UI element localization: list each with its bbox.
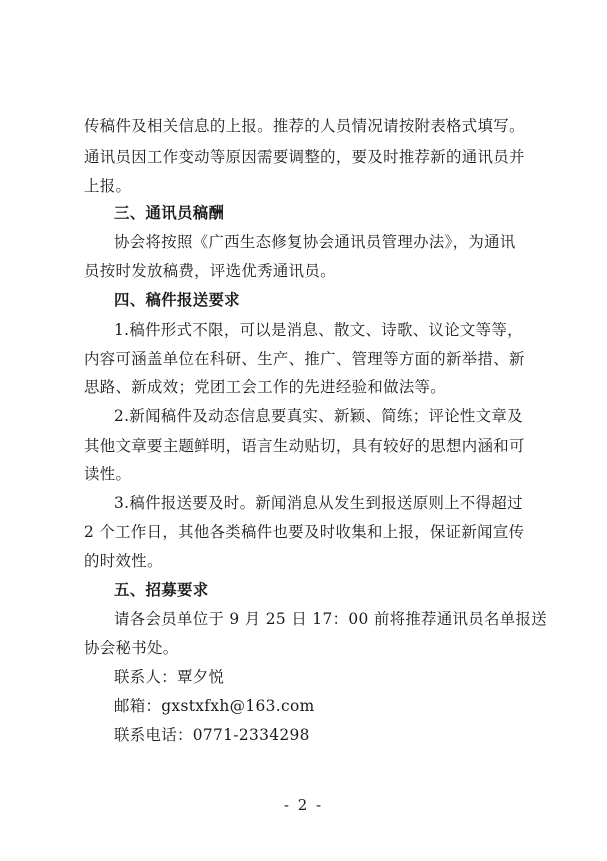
paragraph-line: 思路、新成效；党团工会工作的先进经验和做法等。: [84, 378, 447, 396]
paragraph-line: 2.新闻稿件及动态信息要真实、新颖、简练；评论性文章及: [114, 407, 523, 425]
paragraph-line: 内容可涵盖单位在科研、生产、推广、管理等方面的新举措、新: [84, 350, 525, 368]
section-heading-submission-requirements: 四、稿件报送要求: [114, 291, 240, 309]
paragraph-line: 协会秘书处。: [84, 639, 179, 657]
section-heading-recruitment: 五、招募要求: [114, 581, 209, 599]
paragraph-line: 请各会员单位于 9 月 25 日 17：00 前将推荐通讯员名单报送: [114, 610, 548, 628]
paragraph-line: 协会将按照《广西生态修复协会通讯员管理办法》，为通讯: [114, 233, 516, 251]
paragraph-line: 通讯员因工作变动等原因需要调整的，要及时推荐新的通讯员并: [84, 148, 525, 166]
paragraph-line: 3.稿件报送要及时。新闻消息从发生到报送原则上不得超过: [114, 494, 523, 512]
section-heading-remuneration: 三、通讯员稿酬: [114, 204, 225, 222]
paragraph-line: 上报。: [84, 177, 132, 195]
paragraph-line: 1.稿件形式不限，可以是消息、散文、诗歌、议论文等等，: [114, 321, 523, 339]
paragraph-line: 2 个工作日，其他各类稿件也要及时收集和上报，保证新闻宣传: [84, 523, 525, 541]
paragraph-line: 员按时发放稿费，评选优秀通讯员。: [84, 262, 336, 280]
contact-phone: 联系电话：0771-2334298: [114, 726, 310, 744]
paragraph-line: 的时效性。: [84, 552, 163, 570]
paragraph-line: 其他文章要主题鲜明，语言生动贴切，具有较好的思想内涵和可: [84, 437, 525, 455]
contact-email: 邮箱：gxstxfxh@163.com: [114, 697, 315, 715]
paragraph-line: 传稿件及相关信息的上报。推荐的人员情况请按附表格式填写。: [84, 117, 525, 135]
paragraph-line: 读性。: [84, 465, 132, 483]
contact-person: 联系人：覃夕悦: [114, 668, 225, 686]
page-number: - 2 -: [283, 796, 324, 814]
